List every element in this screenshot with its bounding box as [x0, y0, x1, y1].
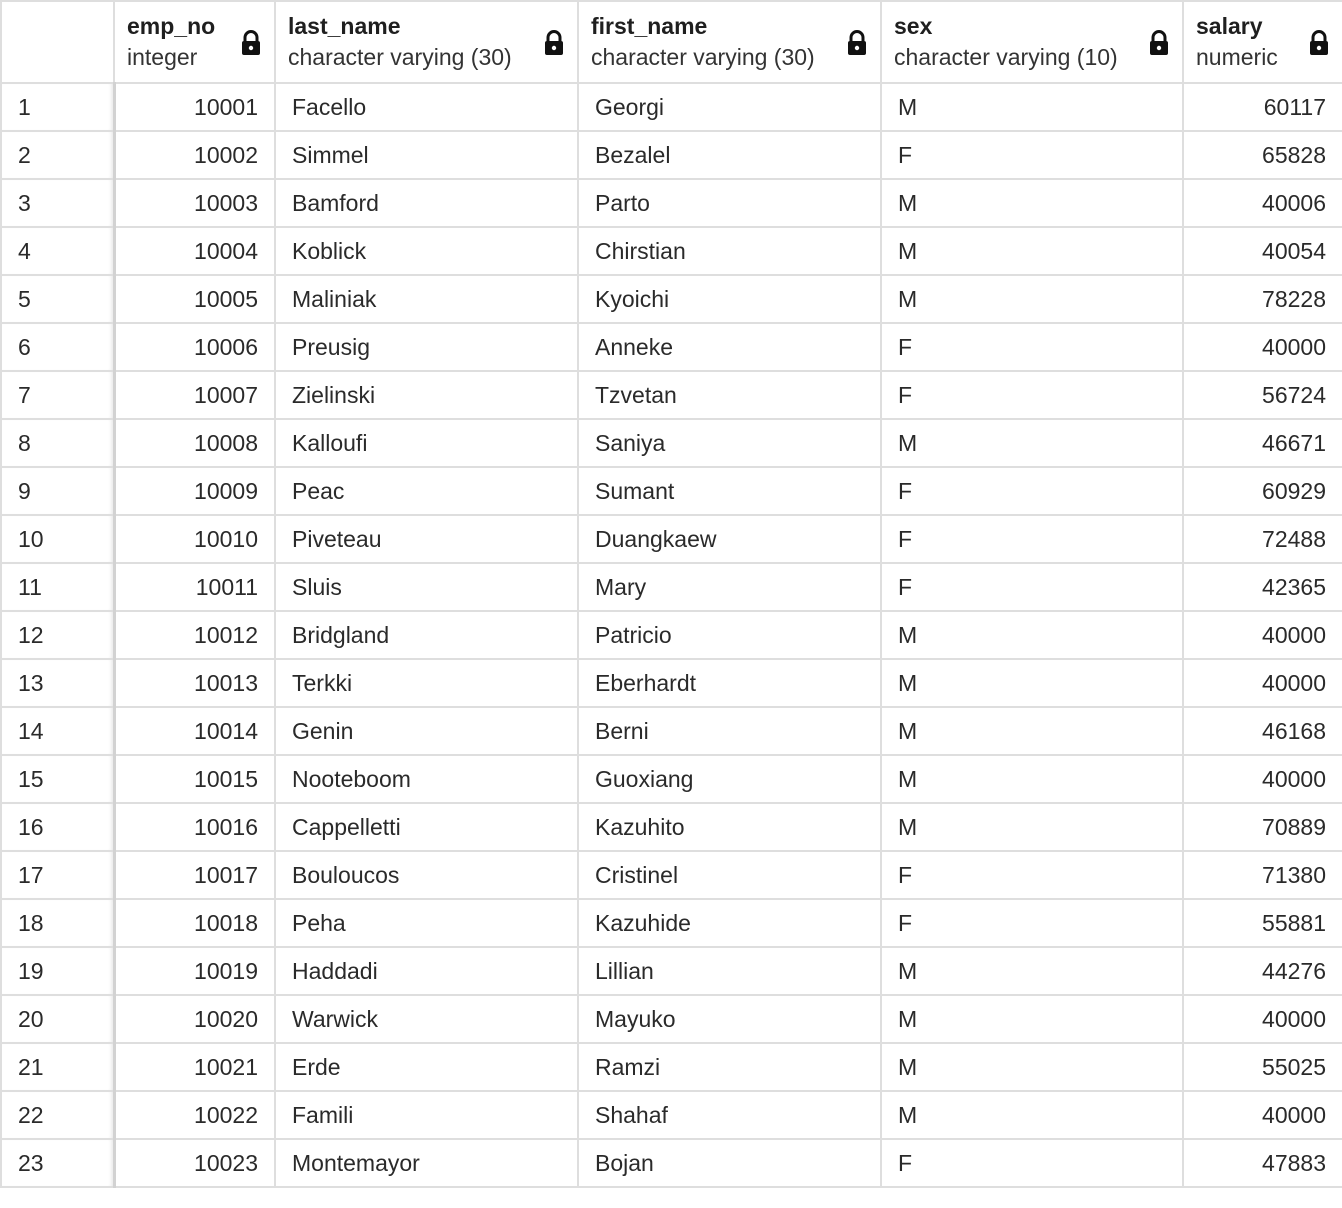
- cell-first-name[interactable]: Guoxiang: [578, 755, 881, 803]
- row-number[interactable]: 14: [1, 707, 114, 755]
- column-name: sex: [894, 13, 933, 39]
- cell-sex[interactable]: F: [881, 515, 1183, 563]
- cell-salary[interactable]: 42365: [1183, 563, 1342, 611]
- cell-emp-no[interactable]: 10011: [114, 563, 275, 611]
- row-number[interactable]: 18: [1, 899, 114, 947]
- row-number[interactable]: 3: [1, 179, 114, 227]
- cell-first-name[interactable]: Anneke: [578, 323, 881, 371]
- cell-salary[interactable]: 60929: [1183, 467, 1342, 515]
- cell-last-name[interactable]: Haddadi: [275, 947, 578, 995]
- cell-sex[interactable]: M: [881, 179, 1183, 227]
- table-row[interactable]: [1, 275, 1342, 323]
- cell-sex[interactable]: M: [881, 947, 1183, 995]
- cell-first-name[interactable]: Mary: [578, 563, 881, 611]
- cell-emp-no[interactable]: 10017: [114, 851, 275, 899]
- cell-first-name[interactable]: Berni: [578, 707, 881, 755]
- cell-emp-no[interactable]: 10014: [114, 707, 275, 755]
- cell-sex[interactable]: M: [881, 803, 1183, 851]
- row-number[interactable]: 6: [1, 323, 114, 371]
- cell-salary[interactable]: 40000: [1183, 755, 1342, 803]
- cell-salary[interactable]: 70889: [1183, 803, 1342, 851]
- row-number[interactable]: 12: [1, 611, 114, 659]
- cell-emp-no[interactable]: 10002: [114, 131, 275, 179]
- cell-last-name[interactable]: Warwick: [275, 995, 578, 1043]
- cell-salary[interactable]: 65828: [1183, 131, 1342, 179]
- cell-last-name[interactable]: Sluis: [275, 563, 578, 611]
- table-row[interactable]: [1, 83, 1342, 131]
- cell-sex[interactable]: F: [881, 467, 1183, 515]
- cell-emp-no[interactable]: 10015: [114, 755, 275, 803]
- column-type: character varying (30): [591, 44, 815, 70]
- cell-salary[interactable]: 46671: [1183, 419, 1342, 467]
- cell-last-name[interactable]: Simmel: [275, 131, 578, 179]
- cell-emp-no[interactable]: 10018: [114, 899, 275, 947]
- row-number-header[interactable]: [1, 1, 114, 83]
- cell-emp-no[interactable]: 10021: [114, 1043, 275, 1091]
- cell-sex[interactable]: F: [881, 371, 1183, 419]
- cell-first-name[interactable]: Lillian: [578, 947, 881, 995]
- column-name: salary: [1196, 13, 1263, 39]
- table-row[interactable]: [1, 515, 1342, 563]
- cell-emp-no[interactable]: 10016: [114, 803, 275, 851]
- column-header-sex[interactable]: [881, 1, 1183, 83]
- cell-last-name[interactable]: Genin: [275, 707, 578, 755]
- row-number[interactable]: 16: [1, 803, 114, 851]
- cell-last-name[interactable]: Nooteboom: [275, 755, 578, 803]
- row-number[interactable]: 8: [1, 419, 114, 467]
- cell-emp-no[interactable]: 10022: [114, 1091, 275, 1139]
- table-row[interactable]: [1, 947, 1342, 995]
- table-row[interactable]: [1, 803, 1342, 851]
- table-row[interactable]: [1, 1043, 1342, 1091]
- header-row: [1, 1, 1342, 83]
- cell-emp-no[interactable]: 10001: [114, 83, 275, 131]
- row-number[interactable]: 23: [1, 1139, 114, 1187]
- row-number[interactable]: 22: [1, 1091, 114, 1139]
- cell-salary[interactable]: 44276: [1183, 947, 1342, 995]
- cell-first-name[interactable]: Shahaf: [578, 1091, 881, 1139]
- cell-last-name[interactable]: Terkki: [275, 659, 578, 707]
- cell-salary[interactable]: 55881: [1183, 899, 1342, 947]
- table-row[interactable]: [1, 179, 1342, 227]
- cell-sex[interactable]: F: [881, 131, 1183, 179]
- column-name: emp_no: [127, 13, 216, 39]
- cell-salary[interactable]: 40054: [1183, 227, 1342, 275]
- column-name: first_name: [591, 13, 708, 39]
- table-row[interactable]: [1, 227, 1342, 275]
- cell-salary[interactable]: 78228: [1183, 275, 1342, 323]
- table-row[interactable]: [1, 899, 1342, 947]
- row-number[interactable]: 10: [1, 515, 114, 563]
- table-row[interactable]: [1, 707, 1342, 755]
- cell-last-name[interactable]: Erde: [275, 1043, 578, 1091]
- table-row[interactable]: [1, 563, 1342, 611]
- cell-sex[interactable]: M: [881, 995, 1183, 1043]
- cell-first-name[interactable]: Mayuko: [578, 995, 881, 1043]
- cell-last-name[interactable]: Bamford: [275, 179, 578, 227]
- cell-first-name[interactable]: Georgi: [578, 83, 881, 131]
- cell-first-name[interactable]: Tzvetan: [578, 371, 881, 419]
- column-header-emp-no[interactable]: [114, 1, 275, 83]
- row-number[interactable]: 21: [1, 1043, 114, 1091]
- cell-salary[interactable]: 40000: [1183, 659, 1342, 707]
- table-row[interactable]: [1, 755, 1342, 803]
- cell-sex[interactable]: M: [881, 83, 1183, 131]
- table-row[interactable]: [1, 1091, 1342, 1139]
- table-row[interactable]: [1, 1139, 1342, 1187]
- cell-last-name[interactable]: Cappelletti: [275, 803, 578, 851]
- cell-sex[interactable]: F: [881, 899, 1183, 947]
- lock-icon: [846, 30, 868, 56]
- cell-emp-no[interactable]: 10009: [114, 467, 275, 515]
- column-header-last-name[interactable]: [275, 1, 578, 83]
- cell-last-name[interactable]: Preusig: [275, 323, 578, 371]
- cell-first-name[interactable]: Kazuhito: [578, 803, 881, 851]
- cell-first-name[interactable]: Patricio: [578, 611, 881, 659]
- table-row[interactable]: [1, 611, 1342, 659]
- cell-last-name[interactable]: Facello: [275, 83, 578, 131]
- cell-emp-no[interactable]: 10012: [114, 611, 275, 659]
- column-header-first-name[interactable]: [578, 1, 881, 83]
- lock-icon: [543, 30, 565, 56]
- cell-salary[interactable]: 55025: [1183, 1043, 1342, 1091]
- cell-first-name[interactable]: Bezalel: [578, 131, 881, 179]
- cell-salary[interactable]: 47883: [1183, 1139, 1342, 1187]
- cell-last-name[interactable]: Piveteau: [275, 515, 578, 563]
- table-row[interactable]: [1, 371, 1342, 419]
- cell-emp-no[interactable]: 10023: [114, 1139, 275, 1187]
- cell-last-name[interactable]: Bridgland: [275, 611, 578, 659]
- cell-salary[interactable]: 40006: [1183, 179, 1342, 227]
- cell-emp-no[interactable]: 10007: [114, 371, 275, 419]
- column-name: last_name: [288, 13, 401, 39]
- cell-salary[interactable]: 40000: [1183, 323, 1342, 371]
- cell-sex[interactable]: F: [881, 563, 1183, 611]
- cell-emp-no[interactable]: 10020: [114, 995, 275, 1043]
- cell-last-name[interactable]: Montemayor: [275, 1139, 578, 1187]
- cell-first-name[interactable]: Saniya: [578, 419, 881, 467]
- column-header-salary[interactable]: [1183, 1, 1342, 83]
- row-number[interactable]: 1: [1, 83, 114, 131]
- cell-sex[interactable]: F: [881, 1139, 1183, 1187]
- row-number[interactable]: 5: [1, 275, 114, 323]
- row-number[interactable]: 20: [1, 995, 114, 1043]
- table-row[interactable]: [1, 467, 1342, 515]
- cell-first-name[interactable]: Chirstian: [578, 227, 881, 275]
- cell-salary[interactable]: 40000: [1183, 995, 1342, 1043]
- column-type: character varying (10): [894, 44, 1118, 70]
- cell-last-name[interactable]: Bouloucos: [275, 851, 578, 899]
- cell-first-name[interactable]: Eberhardt: [578, 659, 881, 707]
- table-row[interactable]: [1, 419, 1342, 467]
- lock-icon: [1308, 30, 1330, 56]
- cell-sex[interactable]: M: [881, 1043, 1183, 1091]
- table-row[interactable]: [1, 851, 1342, 899]
- cell-emp-no[interactable]: 10013: [114, 659, 275, 707]
- cell-emp-no[interactable]: 10019: [114, 947, 275, 995]
- cell-salary[interactable]: 40000: [1183, 1091, 1342, 1139]
- cell-salary[interactable]: 72488: [1183, 515, 1342, 563]
- column-type: integer: [127, 44, 198, 70]
- cell-sex[interactable]: M: [881, 1091, 1183, 1139]
- row-number[interactable]: 2: [1, 131, 114, 179]
- cell-emp-no[interactable]: 10006: [114, 323, 275, 371]
- table-row[interactable]: [1, 131, 1342, 179]
- cell-emp-no[interactable]: 10005: [114, 275, 275, 323]
- cell-first-name[interactable]: Ramzi: [578, 1043, 881, 1091]
- table-row[interactable]: [1, 659, 1342, 707]
- cell-salary[interactable]: 56724: [1183, 371, 1342, 419]
- cell-last-name[interactable]: Zielinski: [275, 371, 578, 419]
- row-number[interactable]: 11: [1, 563, 114, 611]
- lock-icon: [240, 30, 262, 56]
- cell-sex[interactable]: M: [881, 419, 1183, 467]
- cell-emp-no[interactable]: 10008: [114, 419, 275, 467]
- cell-first-name[interactable]: Cristinel: [578, 851, 881, 899]
- cell-salary[interactable]: 60117: [1183, 83, 1342, 131]
- column-type: numeric: [1196, 44, 1278, 70]
- cell-first-name[interactable]: Kyoichi: [578, 275, 881, 323]
- cell-first-name[interactable]: Sumant: [578, 467, 881, 515]
- cell-sex[interactable]: M: [881, 659, 1183, 707]
- cell-sex[interactable]: M: [881, 707, 1183, 755]
- row-number[interactable]: 17: [1, 851, 114, 899]
- cell-first-name[interactable]: Bojan: [578, 1139, 881, 1187]
- cell-last-name[interactable]: Koblick: [275, 227, 578, 275]
- cell-last-name[interactable]: Kalloufi: [275, 419, 578, 467]
- cell-first-name[interactable]: Parto: [578, 179, 881, 227]
- row-number[interactable]: 13: [1, 659, 114, 707]
- table-row[interactable]: [1, 323, 1342, 371]
- table-row[interactable]: [1, 995, 1342, 1043]
- row-number[interactable]: 9: [1, 467, 114, 515]
- lock-icon: [1148, 30, 1170, 56]
- row-number[interactable]: 7: [1, 371, 114, 419]
- cell-last-name[interactable]: Peha: [275, 899, 578, 947]
- row-number[interactable]: 19: [1, 947, 114, 995]
- cell-sex[interactable]: F: [881, 851, 1183, 899]
- cell-salary[interactable]: 40000: [1183, 611, 1342, 659]
- cell-salary[interactable]: 71380: [1183, 851, 1342, 899]
- cell-sex[interactable]: M: [881, 275, 1183, 323]
- cell-emp-no[interactable]: 10010: [114, 515, 275, 563]
- cell-emp-no[interactable]: 10004: [114, 227, 275, 275]
- row-number[interactable]: 4: [1, 227, 114, 275]
- cell-first-name[interactable]: Duangkaew: [578, 515, 881, 563]
- column-type: character varying (30): [288, 44, 512, 70]
- cell-first-name[interactable]: Kazuhide: [578, 899, 881, 947]
- cell-sex[interactable]: F: [881, 323, 1183, 371]
- cell-emp-no[interactable]: 10003: [114, 179, 275, 227]
- cell-last-name[interactable]: Maliniak: [275, 275, 578, 323]
- cell-last-name[interactable]: Famili: [275, 1091, 578, 1139]
- cell-salary[interactable]: 46168: [1183, 707, 1342, 755]
- cell-sex[interactable]: M: [881, 611, 1183, 659]
- cell-last-name[interactable]: Peac: [275, 467, 578, 515]
- row-number[interactable]: 15: [1, 755, 114, 803]
- cell-sex[interactable]: M: [881, 755, 1183, 803]
- cell-sex[interactable]: M: [881, 227, 1183, 275]
